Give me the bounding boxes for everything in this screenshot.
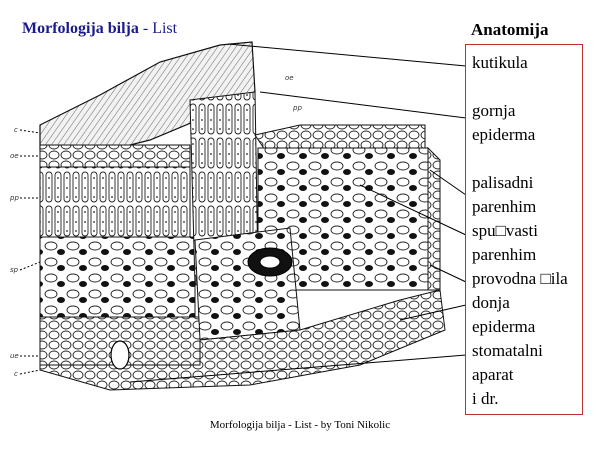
- label-oe-left: oe: [10, 152, 19, 160]
- label-sp-left: sp: [10, 266, 19, 274]
- label-item: i dr.: [472, 389, 499, 408]
- label-item: spu□vasti: [472, 221, 538, 240]
- label-pp-right: pp: [293, 104, 302, 112]
- title-separator: -: [138, 20, 153, 37]
- label-item: aparat: [472, 365, 514, 384]
- label-ue-left: ue: [10, 352, 19, 360]
- palisade-layer: [40, 167, 190, 237]
- label-item: parenhim: [472, 245, 537, 264]
- label-oe-right: oe: [285, 74, 294, 82]
- label-c-bottom: c: [14, 370, 18, 378]
- label-item: palisadni: [472, 173, 534, 192]
- footer-credit: Morfologija bilja - List - by Toni Nikolic: [209, 419, 391, 431]
- label-pp-left: pp: [10, 194, 19, 202]
- label-item: epiderma: [472, 125, 536, 144]
- stoma: [111, 341, 129, 369]
- label-c-top: c: [14, 126, 18, 134]
- label-item: epiderma: [472, 317, 536, 336]
- label-item: [472, 75, 582, 99]
- label-item: [472, 147, 582, 171]
- label-item: provodna □ila: [472, 269, 568, 288]
- anatomy-label-panel: [465, 44, 583, 415]
- spongy-layer: [40, 237, 195, 317]
- leader-gornja: [260, 92, 466, 118]
- label-item: gornja: [472, 101, 516, 120]
- label-item: donja: [472, 293, 510, 312]
- label-item: parenhim: [472, 197, 537, 216]
- title-main: Morfologija bilja: [22, 20, 139, 37]
- label-item: kutikula: [472, 53, 528, 72]
- title-sub: List: [152, 20, 178, 37]
- right-block-top: [255, 125, 425, 150]
- vein-block: [195, 228, 300, 340]
- section-heading: Anatomija: [471, 20, 549, 39]
- upper-epidermis: [40, 145, 190, 167]
- label-item: stomatalni: [472, 341, 543, 360]
- leader-kutikula: [228, 44, 466, 66]
